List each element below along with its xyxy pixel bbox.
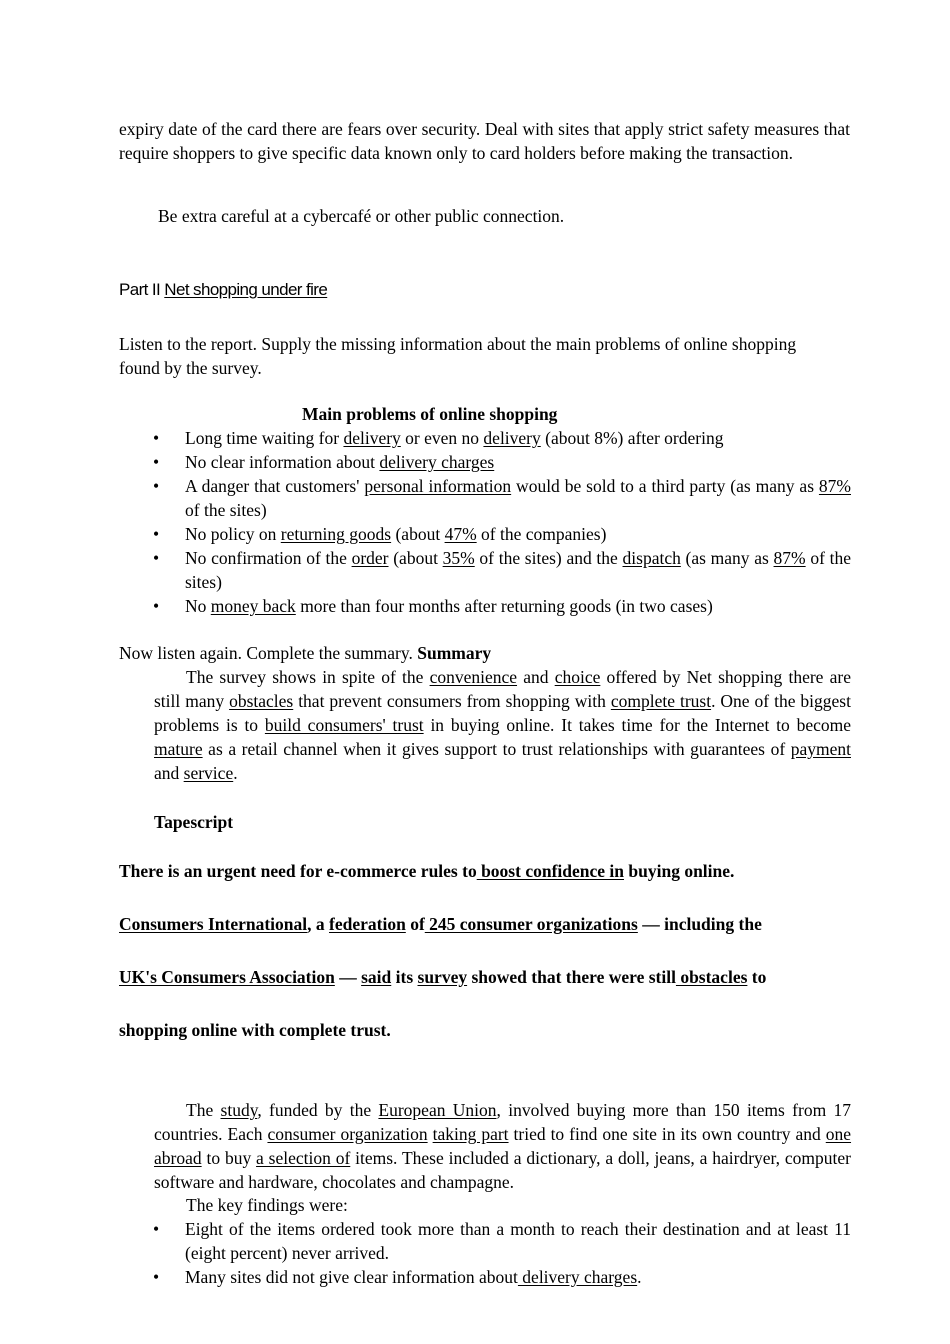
tapescript-title: Tapescript bbox=[154, 812, 234, 832]
text-segment: to bbox=[747, 967, 767, 987]
filled-answer: 87% bbox=[773, 548, 806, 568]
tapescript-line-2 bbox=[119, 912, 762, 936]
problem-item bbox=[119, 594, 851, 618]
findings-list bbox=[119, 1217, 851, 1289]
filled-answer: UK's Consumers Association bbox=[119, 967, 335, 987]
intro-paragraph: expiry date of the card there are fears over security. Deal with sites that apply strict safety measures that require shoppers to give specific data known only to card holders before making the transaction. bbox=[119, 119, 850, 163]
text-segment: (as many as bbox=[680, 548, 774, 568]
filled-answer: obstacles bbox=[675, 967, 748, 987]
filled-answer: study bbox=[220, 1100, 258, 1120]
text-segment: . One of the biggest problems is to bbox=[154, 691, 851, 735]
filled-answer: returning goods bbox=[280, 524, 392, 544]
text-segment: A danger that customers' bbox=[185, 476, 365, 496]
text-segment: (about 8%) after ordering bbox=[540, 428, 724, 448]
filled-answer: 47% bbox=[444, 524, 477, 544]
text-segment: of the sites) bbox=[185, 500, 267, 520]
text-segment: (about bbox=[388, 548, 443, 568]
text-segment: items. These included a dictionary, a doll, jeans, a hairdryer, computer software and hardware, chocolates and champagne. bbox=[154, 1148, 851, 1192]
part-title: Net shopping under fire bbox=[164, 280, 328, 299]
study-paragraph bbox=[154, 1098, 851, 1194]
summary-instruction: Now listen again. Complete the summary. Summary bbox=[119, 643, 492, 663]
finding-item bbox=[119, 1217, 851, 1265]
text-segment: to buy bbox=[201, 1148, 257, 1168]
text-segment: that prevent consumers from shopping with bbox=[293, 691, 611, 711]
filled-answer: payment bbox=[790, 739, 851, 759]
text-segment: more than four months after returning goods (in two cases) bbox=[295, 596, 713, 616]
text-segment: , funded by the bbox=[257, 1100, 379, 1120]
filled-answer: delivery bbox=[343, 428, 401, 448]
part-label: Part II bbox=[119, 280, 165, 299]
text-segment: as a retail channel when it gives support to trust relationships with guarantees of bbox=[202, 739, 791, 759]
filled-answer: survey bbox=[417, 967, 468, 987]
text-segment: — bbox=[334, 967, 362, 987]
tapescript-line-3 bbox=[119, 965, 766, 989]
filled-answer: delivery bbox=[483, 428, 541, 448]
problem-item bbox=[119, 522, 851, 546]
text-segment: There is an urgent need for e-commerce rules to bbox=[119, 861, 477, 881]
filled-answer: said bbox=[361, 967, 392, 987]
text-segment: (about bbox=[391, 524, 445, 544]
findings-intro: The key findings were: bbox=[186, 1195, 348, 1215]
text-segment: . bbox=[637, 1267, 642, 1287]
filled-answer: taking part bbox=[432, 1124, 509, 1144]
filled-answer: service bbox=[183, 763, 234, 783]
filled-answer: dispatch bbox=[622, 548, 681, 568]
problem-item bbox=[119, 474, 851, 522]
filled-answer: complete trust bbox=[610, 691, 712, 711]
intro-note: Be extra careful at a cybercafé or other public connection. bbox=[158, 206, 565, 226]
text-segment: Eight of the items ordered took more than a month to reach their destination and at least 11 (eight percent) never arrived. bbox=[185, 1219, 851, 1263]
part-instruction: Listen to the report. Supply the missing information about the main problems of online shopping found by the survey. bbox=[119, 334, 797, 378]
text-segment: and bbox=[517, 667, 555, 687]
text-segment: No clear information about bbox=[185, 452, 380, 472]
text-segment: showed that there were still bbox=[467, 967, 676, 987]
summary-paragraph bbox=[154, 665, 851, 785]
text-segment: The survey shows in spite of the bbox=[186, 667, 430, 687]
text-segment: No bbox=[185, 596, 211, 616]
filled-answer: consumer organization bbox=[267, 1124, 428, 1144]
text-segment: or even no bbox=[400, 428, 484, 448]
filled-answer: mature bbox=[154, 739, 203, 759]
text-segment: The bbox=[186, 1100, 221, 1120]
filled-answer: personal information bbox=[364, 476, 512, 496]
text-segment: offered by Net shopping there are still many bbox=[154, 667, 851, 711]
text-segment: and bbox=[154, 763, 184, 783]
text-segment: , a bbox=[307, 914, 330, 934]
text-segment: tried to find one site in its own country and bbox=[508, 1124, 826, 1144]
filled-answer: federation bbox=[329, 914, 406, 934]
text-segment: of the sites) and the bbox=[474, 548, 623, 568]
text-segment: shopping online with complete trust. bbox=[119, 1020, 391, 1040]
text-segment: its bbox=[391, 967, 418, 987]
text-segment: — including the bbox=[637, 914, 762, 934]
problems-title: Main problems of online shopping bbox=[302, 404, 558, 424]
text-segment: of the companies) bbox=[476, 524, 607, 544]
problem-item bbox=[119, 426, 851, 450]
filled-answer: European Union bbox=[378, 1100, 497, 1120]
filled-answer: convenience bbox=[429, 667, 518, 687]
tapescript-line-1 bbox=[119, 859, 734, 883]
filled-answer: 35% bbox=[442, 548, 475, 568]
filled-answer: choice bbox=[554, 667, 601, 687]
filled-answer: Consumers International bbox=[119, 914, 308, 934]
text-segment: No policy on bbox=[185, 524, 281, 544]
text-segment: . bbox=[233, 763, 238, 783]
text-segment: in buying online. It takes time for the Internet to become bbox=[423, 715, 851, 735]
text-segment: Many sites did not give clear information about bbox=[185, 1267, 518, 1287]
summary-label: Summary bbox=[417, 643, 492, 663]
filled-answer: order bbox=[351, 548, 389, 568]
filled-answer: boost confidence in bbox=[476, 861, 625, 881]
text-segment: of the sites) bbox=[185, 548, 851, 592]
filled-answer: 245 consumer organizations bbox=[424, 914, 638, 934]
filled-answer: build consumers' trust bbox=[264, 715, 424, 735]
problems-list bbox=[119, 426, 851, 618]
filled-answer: obstacles bbox=[229, 691, 294, 711]
filled-answer: 87% bbox=[818, 476, 851, 496]
finding-item bbox=[119, 1265, 851, 1289]
filled-answer: a selection of bbox=[256, 1148, 351, 1168]
problem-item bbox=[119, 546, 851, 594]
text-segment: buying online. bbox=[624, 861, 735, 881]
text-segment: of bbox=[405, 914, 425, 934]
section-heading bbox=[119, 278, 327, 302]
tapescript-line-4 bbox=[119, 1018, 391, 1042]
problem-item bbox=[119, 450, 851, 474]
text-segment: No confirmation of the bbox=[185, 548, 352, 568]
filled-answer: delivery charges bbox=[379, 452, 495, 472]
filled-answer: one abroad bbox=[154, 1124, 852, 1168]
filled-answer: money back bbox=[210, 596, 296, 616]
filled-answer: delivery charges bbox=[517, 1267, 638, 1287]
text-segment: Long time waiting for bbox=[185, 428, 344, 448]
text-segment: , involved buying more than 150 items from 17 countries. Each bbox=[154, 1100, 851, 1144]
text-segment: would be sold to a third party (as many as bbox=[511, 476, 819, 496]
